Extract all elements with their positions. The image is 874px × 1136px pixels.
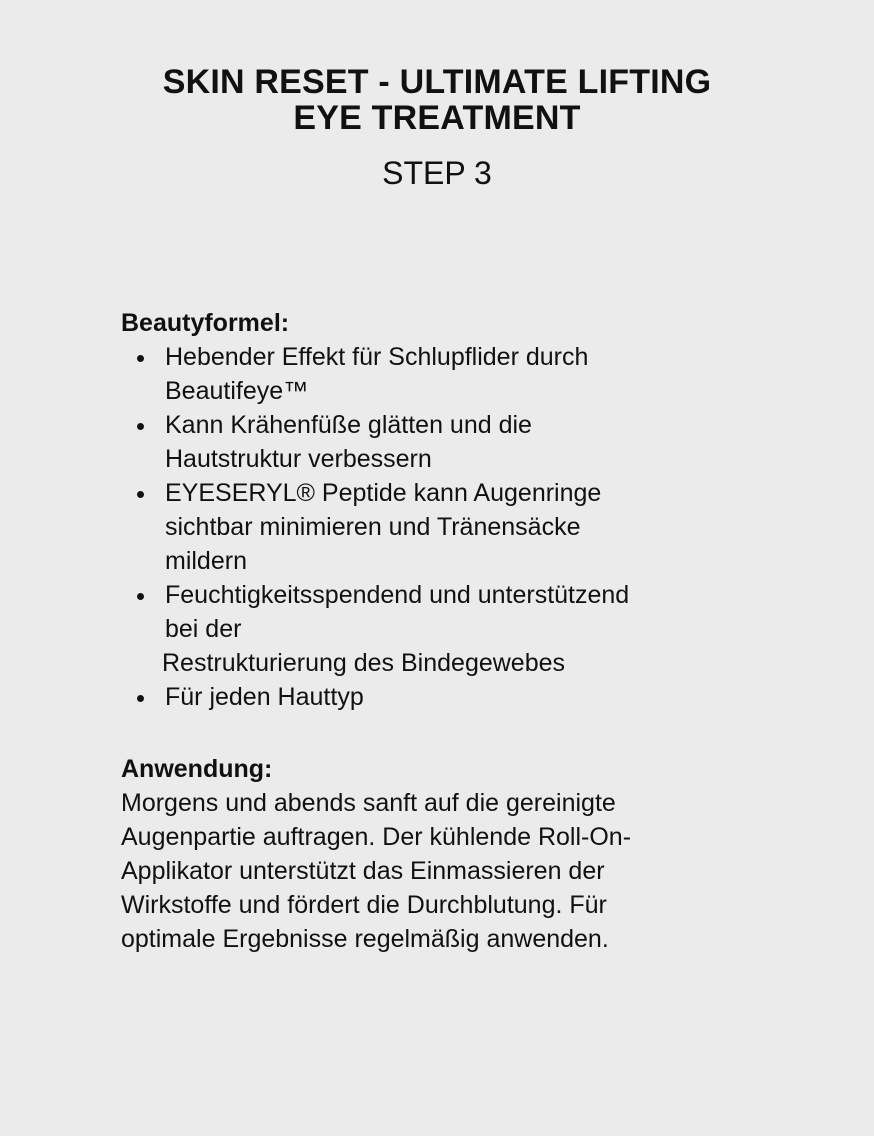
usage-section — [121, 752, 761, 956]
usage-text — [121, 786, 761, 956]
product-title — [80, 64, 794, 136]
usage-heading: Anwendung: — [121, 755, 273, 783]
list-item — [121, 680, 761, 714]
list-item-line: Hautstruktur verbessern — [165, 445, 432, 473]
product-title-line: EYE TREATMENT — [293, 99, 581, 137]
list-item-line: sichtbar minimieren und Tränensäcke — [165, 513, 581, 541]
content-section — [121, 306, 761, 956]
list-item-line: Feuchtigkeitsspendend und unterstützend — [165, 581, 630, 609]
usage-line: Morgens und abends sanft auf die gereinigte — [121, 789, 616, 817]
usage-line: Applikator unterstützt das Einmassieren der — [121, 857, 605, 885]
list-item-line: Restrukturierung des Bindegewebes — [162, 649, 566, 677]
list-item — [121, 476, 761, 578]
beauty-formula-section — [121, 306, 761, 714]
list-item-line: Beautifeye™ — [165, 377, 309, 405]
beauty-formula-heading: Beautyformel: — [121, 309, 290, 337]
usage-line: Wirkstoffe und fördert die Durchblutung. Für — [121, 891, 607, 919]
list-item-line: Für jeden Hauttyp — [165, 683, 364, 711]
usage-line: Augenpartie auftragen. Der kühlende Roll-On- — [121, 823, 632, 851]
list-item-line: mildern — [165, 547, 247, 575]
list-item-line: bei der — [165, 615, 242, 643]
list-item — [121, 578, 761, 680]
step-label: STEP 3 — [382, 155, 492, 191]
usage-line: optimale Ergebnisse regelmäßig anwenden. — [121, 925, 609, 953]
list-item — [121, 340, 761, 408]
list-item — [121, 408, 761, 476]
product-title-line: SKIN RESET - ULTIMATE LIFTING — [162, 63, 712, 101]
list-item-line: Kann Krähenfüße glätten und die — [165, 411, 532, 439]
list-item-line: EYESERYL® Peptide kann Augenringe — [165, 479, 602, 507]
beauty-formula-list — [121, 340, 761, 714]
list-item-line: Hebender Effekt für Schlupflider durch — [165, 343, 589, 371]
